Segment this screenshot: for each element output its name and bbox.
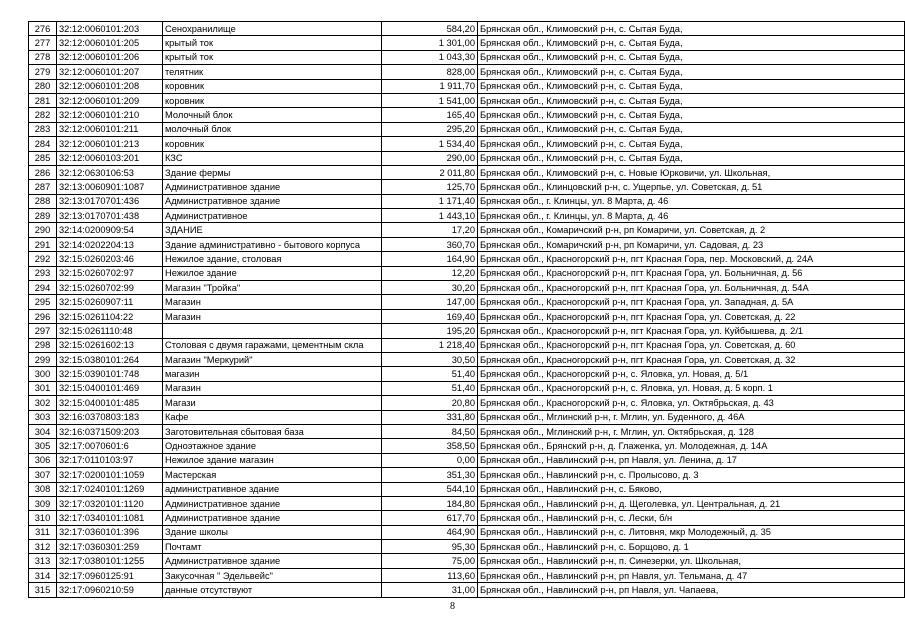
cadastral-number-cell: 32:15:0400101:485 bbox=[57, 396, 163, 410]
row-number-cell: 299 bbox=[29, 352, 57, 366]
row-number-cell: 314 bbox=[29, 568, 57, 582]
object-name-cell: Столовая с двумя гаражами, цементным скла bbox=[163, 338, 382, 352]
object-name-cell: Заготовительная сбытовая база bbox=[163, 424, 382, 438]
row-number-cell: 304 bbox=[29, 424, 57, 438]
cadastral-number-cell: 32:12:0060101:207 bbox=[57, 65, 163, 79]
address-cell: Брянская обл., Навлинский р-н, рп Навля, ул. Тельмана, д. 47 bbox=[478, 568, 905, 582]
address-cell: Брянская обл., Навлинский р-н, п. Синезерки, ул. Школьная, bbox=[478, 554, 905, 568]
object-name-cell: Административное здание bbox=[163, 511, 382, 525]
object-name-cell: административное здание bbox=[163, 482, 382, 496]
cadastral-number-cell: 32:17:0960210:59 bbox=[57, 583, 163, 597]
table-row bbox=[29, 468, 905, 482]
area-cell: 113,60 bbox=[382, 568, 478, 582]
area-cell: 360,70 bbox=[382, 237, 478, 251]
row-number-cell: 284 bbox=[29, 137, 57, 151]
area-cell: 51,40 bbox=[382, 381, 478, 395]
address-cell: Брянская обл., Красногорский р-н, с. Яловка, ул. Новая, д. 5/1 bbox=[478, 367, 905, 381]
cadastral-number-cell: 32:16:0371509:203 bbox=[57, 424, 163, 438]
area-cell: 1 443,10 bbox=[382, 209, 478, 223]
address-cell: Брянская обл., Навлинский р-н, с. Пролысово, д. 3 bbox=[478, 468, 905, 482]
row-number-cell: 303 bbox=[29, 410, 57, 424]
object-name-cell: Мастерская bbox=[163, 468, 382, 482]
row-number-cell: 280 bbox=[29, 79, 57, 93]
table-row bbox=[29, 309, 905, 323]
address-cell: Брянская обл., Навлинский р-н, с. Бяково, bbox=[478, 482, 905, 496]
table-row bbox=[29, 50, 905, 64]
area-cell: 1 534,40 bbox=[382, 137, 478, 151]
object-name-cell: Молочный блок bbox=[163, 108, 382, 122]
area-cell: 1 218,40 bbox=[382, 338, 478, 352]
area-cell: 125,70 bbox=[382, 180, 478, 194]
object-name-cell: Нежилое здание магазин bbox=[163, 453, 382, 467]
row-number-cell: 292 bbox=[29, 252, 57, 266]
table-row bbox=[29, 525, 905, 539]
address-cell: Брянская обл., Навлинский р-н, д. Щеголевка, ул. Центральная, д. 21 bbox=[478, 496, 905, 510]
cadastral-number-cell: 32:17:0360301:259 bbox=[57, 540, 163, 554]
row-number-cell: 308 bbox=[29, 482, 57, 496]
table-row bbox=[29, 108, 905, 122]
object-name-cell: Административное здание bbox=[163, 180, 382, 194]
table-row bbox=[29, 367, 905, 381]
row-number-cell: 295 bbox=[29, 295, 57, 309]
area-cell: 30,50 bbox=[382, 352, 478, 366]
area-cell: 351,30 bbox=[382, 468, 478, 482]
area-cell: 17,20 bbox=[382, 223, 478, 237]
area-cell: 290,00 bbox=[382, 151, 478, 165]
area-cell: 84,50 bbox=[382, 424, 478, 438]
table-row bbox=[29, 410, 905, 424]
row-number-cell: 286 bbox=[29, 165, 57, 179]
cadastral-number-cell: 32:15:0260907:11 bbox=[57, 295, 163, 309]
cadastral-number-cell: 32:12:0060101:213 bbox=[57, 137, 163, 151]
row-number-cell: 290 bbox=[29, 223, 57, 237]
cadastral-number-cell: 32:15:0261602:13 bbox=[57, 338, 163, 352]
table-row bbox=[29, 180, 905, 194]
area-cell: 358,50 bbox=[382, 439, 478, 453]
area-cell: 184,80 bbox=[382, 496, 478, 510]
row-number-cell: 310 bbox=[29, 511, 57, 525]
object-name-cell: Здание школы bbox=[163, 525, 382, 539]
address-cell: Брянская обл., Климовский р-н, с. Сытая Буда, bbox=[478, 122, 905, 136]
address-cell: Брянская обл., Комаричский р-н, рп Комаричи, ул. Советская, д. 2 bbox=[478, 223, 905, 237]
cadastral-number-cell: 32:15:0261110:48 bbox=[57, 324, 163, 338]
area-cell: 1 541,00 bbox=[382, 93, 478, 107]
row-number-cell: 307 bbox=[29, 468, 57, 482]
address-cell: Брянская обл., Красногорский р-н, пгт Красная Гора, ул. Куйбышева, д. 2/1 bbox=[478, 324, 905, 338]
table-row bbox=[29, 266, 905, 280]
table-row bbox=[29, 122, 905, 136]
area-cell: 1 171,40 bbox=[382, 194, 478, 208]
object-name-cell: Магазин bbox=[163, 381, 382, 395]
address-cell: Брянская обл., Климовский р-н, с. Сытая Буда, bbox=[478, 50, 905, 64]
table-row bbox=[29, 496, 905, 510]
address-cell: Брянская обл., Климовский р-н, с. Сытая Буда, bbox=[478, 65, 905, 79]
row-number-cell: 291 bbox=[29, 237, 57, 251]
row-number-cell: 285 bbox=[29, 151, 57, 165]
row-number-cell: 309 bbox=[29, 496, 57, 510]
address-cell: Брянская обл., Климовский р-н, с. Сытая Буда, bbox=[478, 137, 905, 151]
object-name-cell: коровник bbox=[163, 137, 382, 151]
cadastral-number-cell: 32:17:0960125:91 bbox=[57, 568, 163, 582]
area-cell: 0,00 bbox=[382, 453, 478, 467]
row-number-cell: 283 bbox=[29, 122, 57, 136]
table-row bbox=[29, 568, 905, 582]
area-cell: 1 911,70 bbox=[382, 79, 478, 93]
cadastral-number-cell: 32:12:0060103:201 bbox=[57, 151, 163, 165]
object-name-cell: телятник bbox=[163, 65, 382, 79]
table-row bbox=[29, 237, 905, 251]
address-cell: Брянская обл., г. Клинцы, ул. 8 Марта, д. 46 bbox=[478, 209, 905, 223]
address-cell: Брянская обл., Климовский р-н, с. Сытая Буда, bbox=[478, 108, 905, 122]
area-cell: 95,30 bbox=[382, 540, 478, 554]
cadastral-number-cell: 32:17:0340101:1081 bbox=[57, 511, 163, 525]
object-name-cell: Магазин bbox=[163, 309, 382, 323]
address-cell: Брянская обл., Навлинский р-н, рп Навля, ул. Ленина, д. 17 bbox=[478, 453, 905, 467]
cadastral-number-cell: 32:15:0400101:469 bbox=[57, 381, 163, 395]
area-cell: 295,20 bbox=[382, 122, 478, 136]
cadastral-number-cell: 32:15:0380101:264 bbox=[57, 352, 163, 366]
address-cell: Брянская обл., Красногорский р-н, пгт Красная Гора, пер. Московский, д. 24А bbox=[478, 252, 905, 266]
row-number-cell: 289 bbox=[29, 209, 57, 223]
address-cell: Брянская обл., Климовский р-н, с. Сытая Буда, bbox=[478, 36, 905, 50]
row-number-cell: 315 bbox=[29, 583, 57, 597]
object-name-cell: Почтамт bbox=[163, 540, 382, 554]
cadastral-number-cell: 32:13:0060901:1087 bbox=[57, 180, 163, 194]
row-number-cell: 300 bbox=[29, 367, 57, 381]
cadastral-number-cell: 32:12:0060101:205 bbox=[57, 36, 163, 50]
row-number-cell: 277 bbox=[29, 36, 57, 50]
address-cell: Брянская обл., Климовский р-н, с. Сытая Буда, bbox=[478, 22, 905, 36]
table-row bbox=[29, 93, 905, 107]
row-number-cell: 276 bbox=[29, 22, 57, 36]
address-cell: Брянская обл., Красногорский р-н, пгт Красная Гора, ул. Больничная, д. 56 bbox=[478, 266, 905, 280]
table-row bbox=[29, 424, 905, 438]
table-row bbox=[29, 194, 905, 208]
object-name-cell: Нежилое здание, столовая bbox=[163, 252, 382, 266]
row-number-cell: 312 bbox=[29, 540, 57, 554]
address-cell: Брянская обл., Клинцовский р-н, с. Ущерпье, ул. Советская, д. 51 bbox=[478, 180, 905, 194]
cadastral-number-cell: 32:17:0200101:1059 bbox=[57, 468, 163, 482]
table-row bbox=[29, 453, 905, 467]
area-cell: 169,40 bbox=[382, 309, 478, 323]
cadastral-number-cell: 32:12:0630106:53 bbox=[57, 165, 163, 179]
area-cell: 544,10 bbox=[382, 482, 478, 496]
address-cell: Брянская обл., Красногорский р-н, с. Яловка, ул. Октябрьская, д. 43 bbox=[478, 396, 905, 410]
table-row bbox=[29, 511, 905, 525]
area-cell: 464,90 bbox=[382, 525, 478, 539]
row-number-cell: 296 bbox=[29, 309, 57, 323]
area-cell: 1 301,00 bbox=[382, 36, 478, 50]
object-name-cell: данные отсутствуют bbox=[163, 583, 382, 597]
object-name-cell: КЗС bbox=[163, 151, 382, 165]
address-cell: Брянская обл., Климовский р-н, с. Сытая Буда, bbox=[478, 79, 905, 93]
object-name-cell: коровник bbox=[163, 93, 382, 107]
area-cell: 12,20 bbox=[382, 266, 478, 280]
object-name-cell: Магазин "Меркурий" bbox=[163, 352, 382, 366]
area-cell: 31,00 bbox=[382, 583, 478, 597]
area-cell: 20,80 bbox=[382, 396, 478, 410]
object-name-cell: Административное здание bbox=[163, 194, 382, 208]
area-cell: 51,40 bbox=[382, 367, 478, 381]
table-row bbox=[29, 324, 905, 338]
table-row bbox=[29, 22, 905, 36]
table-row bbox=[29, 482, 905, 496]
row-number-cell: 313 bbox=[29, 554, 57, 568]
table-row bbox=[29, 209, 905, 223]
table-row bbox=[29, 252, 905, 266]
table-row bbox=[29, 540, 905, 554]
table-row bbox=[29, 79, 905, 93]
address-cell: Брянская обл., Красногорский р-н, пгт Красная Гора, ул. Западная, д. 5А bbox=[478, 295, 905, 309]
address-cell: Брянская обл., Красногорский р-н, с. Яловка, ул. Новая, д. 5 корп. 1 bbox=[478, 381, 905, 395]
address-cell: Брянская обл., Навлинский р-н, рп Навля, ул. Чапаева, bbox=[478, 583, 905, 597]
table-row bbox=[29, 396, 905, 410]
cadastral-number-cell: 32:15:0260702:99 bbox=[57, 281, 163, 295]
row-number-cell: 311 bbox=[29, 525, 57, 539]
cadastral-number-cell: 32:12:0060101:209 bbox=[57, 93, 163, 107]
area-cell: 195,20 bbox=[382, 324, 478, 338]
object-name-cell: Сенохранилище bbox=[163, 22, 382, 36]
area-cell: 617,70 bbox=[382, 511, 478, 525]
table-row bbox=[29, 352, 905, 366]
row-number-cell: 306 bbox=[29, 453, 57, 467]
row-number-cell: 288 bbox=[29, 194, 57, 208]
address-cell: Брянская обл., Климовский р-н, с. Сытая Буда, bbox=[478, 151, 905, 165]
area-cell: 147,00 bbox=[382, 295, 478, 309]
table-row bbox=[29, 554, 905, 568]
object-name-cell bbox=[163, 324, 382, 338]
register-table-body bbox=[29, 22, 905, 598]
cadastral-number-cell: 32:12:0060101:206 bbox=[57, 50, 163, 64]
object-name-cell: Магази bbox=[163, 396, 382, 410]
cadastral-number-cell: 32:13:0170701:436 bbox=[57, 194, 163, 208]
cadastral-number-cell: 32:17:0380101:1255 bbox=[57, 554, 163, 568]
table-row bbox=[29, 165, 905, 179]
row-number-cell: 278 bbox=[29, 50, 57, 64]
cadastral-number-cell: 32:12:0060101:208 bbox=[57, 79, 163, 93]
cadastral-number-cell: 32:15:0260203:46 bbox=[57, 252, 163, 266]
cadastral-number-cell: 32:15:0260702:97 bbox=[57, 266, 163, 280]
row-number-cell: 282 bbox=[29, 108, 57, 122]
address-cell: Брянская обл., Мглинский р-н, г. Мглин, ул. Буденного, д. 46А bbox=[478, 410, 905, 424]
object-name-cell: Здание фермы bbox=[163, 165, 382, 179]
object-name-cell: Закусочная " Эдельвейс" bbox=[163, 568, 382, 582]
row-number-cell: 301 bbox=[29, 381, 57, 395]
address-cell: Брянская обл., г. Клинцы, ул. 8 Марта, д. 46 bbox=[478, 194, 905, 208]
object-name-cell: Кафе bbox=[163, 410, 382, 424]
table-row bbox=[29, 439, 905, 453]
address-cell: Брянская обл., Брянский р-н, д. Глаженка, ул. Молодежная, д. 14А bbox=[478, 439, 905, 453]
object-name-cell: Здание административно - бытового корпуса bbox=[163, 237, 382, 251]
object-name-cell: коровник bbox=[163, 79, 382, 93]
cadastral-number-cell: 32:17:0240101:1269 bbox=[57, 482, 163, 496]
address-cell: Брянская обл., Навлинский р-н, с. Лески, б/н bbox=[478, 511, 905, 525]
address-cell: Брянская обл., Красногорский р-н, пгт Красная Гора, ул. Советская, д. 22 bbox=[478, 309, 905, 323]
address-cell: Брянская обл., Комаричский р-н, рп Комаричи, ул. Садовая, д. 23 bbox=[478, 237, 905, 251]
row-number-cell: 305 bbox=[29, 439, 57, 453]
area-cell: 2 011,80 bbox=[382, 165, 478, 179]
table-row bbox=[29, 338, 905, 352]
cadastral-number-cell: 32:17:0320101:1120 bbox=[57, 496, 163, 510]
address-cell: Брянская обл., Навлинский р-н, с. Литовня, мкр Молодежный, д. 35 bbox=[478, 525, 905, 539]
cadastral-number-cell: 32:15:0261104:22 bbox=[57, 309, 163, 323]
address-cell: Брянская обл., Красногорский р-н, пгт Красная Гора, ул. Советская, д. 60 bbox=[478, 338, 905, 352]
property-register-table bbox=[28, 21, 905, 598]
table-row bbox=[29, 381, 905, 395]
row-number-cell: 293 bbox=[29, 266, 57, 280]
row-number-cell: 294 bbox=[29, 281, 57, 295]
row-number-cell: 279 bbox=[29, 65, 57, 79]
row-number-cell: 302 bbox=[29, 396, 57, 410]
area-cell: 584,20 bbox=[382, 22, 478, 36]
object-name-cell: магазин bbox=[163, 367, 382, 381]
object-name-cell: Одноэтажное здание bbox=[163, 439, 382, 453]
area-cell: 1 043,30 bbox=[382, 50, 478, 64]
table-row bbox=[29, 583, 905, 597]
table-row bbox=[29, 65, 905, 79]
cadastral-number-cell: 32:17:0070601:6 bbox=[57, 439, 163, 453]
cadastral-number-cell: 32:14:0202204:13 bbox=[57, 237, 163, 251]
object-name-cell: Административное здание bbox=[163, 554, 382, 568]
table-row bbox=[29, 137, 905, 151]
cadastral-number-cell: 32:12:0060101:210 bbox=[57, 108, 163, 122]
cadastral-number-cell: 32:12:0060101:211 bbox=[57, 122, 163, 136]
address-cell: Брянская обл., Красногорский р-н, пгт Красная Гора, ул. Больничная, д. 54А bbox=[478, 281, 905, 295]
address-cell: Брянская обл., Красногорский р-н, пгт Красная Гора, ул. Советская, д. 32 bbox=[478, 352, 905, 366]
area-cell: 331,80 bbox=[382, 410, 478, 424]
area-cell: 164,90 bbox=[382, 252, 478, 266]
object-name-cell: крытый ток bbox=[163, 36, 382, 50]
area-cell: 828,00 bbox=[382, 65, 478, 79]
area-cell: 75,00 bbox=[382, 554, 478, 568]
address-cell: Брянская обл., Навлинский р-н, с. Борщово, д. 1 bbox=[478, 540, 905, 554]
cadastral-number-cell: 32:17:0110103:97 bbox=[57, 453, 163, 467]
row-number-cell: 287 bbox=[29, 180, 57, 194]
row-number-cell: 297 bbox=[29, 324, 57, 338]
address-cell: Брянская обл., Климовский р-н, с. Сытая Буда, bbox=[478, 93, 905, 107]
object-name-cell: Административное bbox=[163, 209, 382, 223]
cadastral-number-cell: 32:12:0060101:203 bbox=[57, 22, 163, 36]
object-name-cell: ЗДАНИЕ bbox=[163, 223, 382, 237]
cadastral-number-cell: 32:15:0390101:748 bbox=[57, 367, 163, 381]
page-number: 8 bbox=[450, 601, 455, 612]
table-row bbox=[29, 36, 905, 50]
table-row bbox=[29, 151, 905, 165]
cadastral-number-cell: 32:16:0370803:183 bbox=[57, 410, 163, 424]
cadastral-number-cell: 32:13:0170701:438 bbox=[57, 209, 163, 223]
cadastral-number-cell: 32:14:0200909:54 bbox=[57, 223, 163, 237]
row-number-cell: 281 bbox=[29, 93, 57, 107]
table-row bbox=[29, 223, 905, 237]
area-cell: 30,20 bbox=[382, 281, 478, 295]
object-name-cell: Нежилое здание bbox=[163, 266, 382, 280]
object-name-cell: молочный блок bbox=[163, 122, 382, 136]
row-number-cell: 298 bbox=[29, 338, 57, 352]
address-cell: Брянская обл., Мглинский р-н, г. Мглин, ул. Октябрьская, д. 128 bbox=[478, 424, 905, 438]
object-name-cell: Магазин "Тройка" bbox=[163, 281, 382, 295]
table-row bbox=[29, 295, 905, 309]
object-name-cell: Административное здание bbox=[163, 496, 382, 510]
address-cell: Брянская обл., Климовский р-н, с. Новые Юрковичи, ул. Школьная, bbox=[478, 165, 905, 179]
cadastral-number-cell: 32:17:0360101:396 bbox=[57, 525, 163, 539]
object-name-cell: крытый ток bbox=[163, 50, 382, 64]
object-name-cell: Магазин bbox=[163, 295, 382, 309]
area-cell: 165,40 bbox=[382, 108, 478, 122]
table-row bbox=[29, 281, 905, 295]
